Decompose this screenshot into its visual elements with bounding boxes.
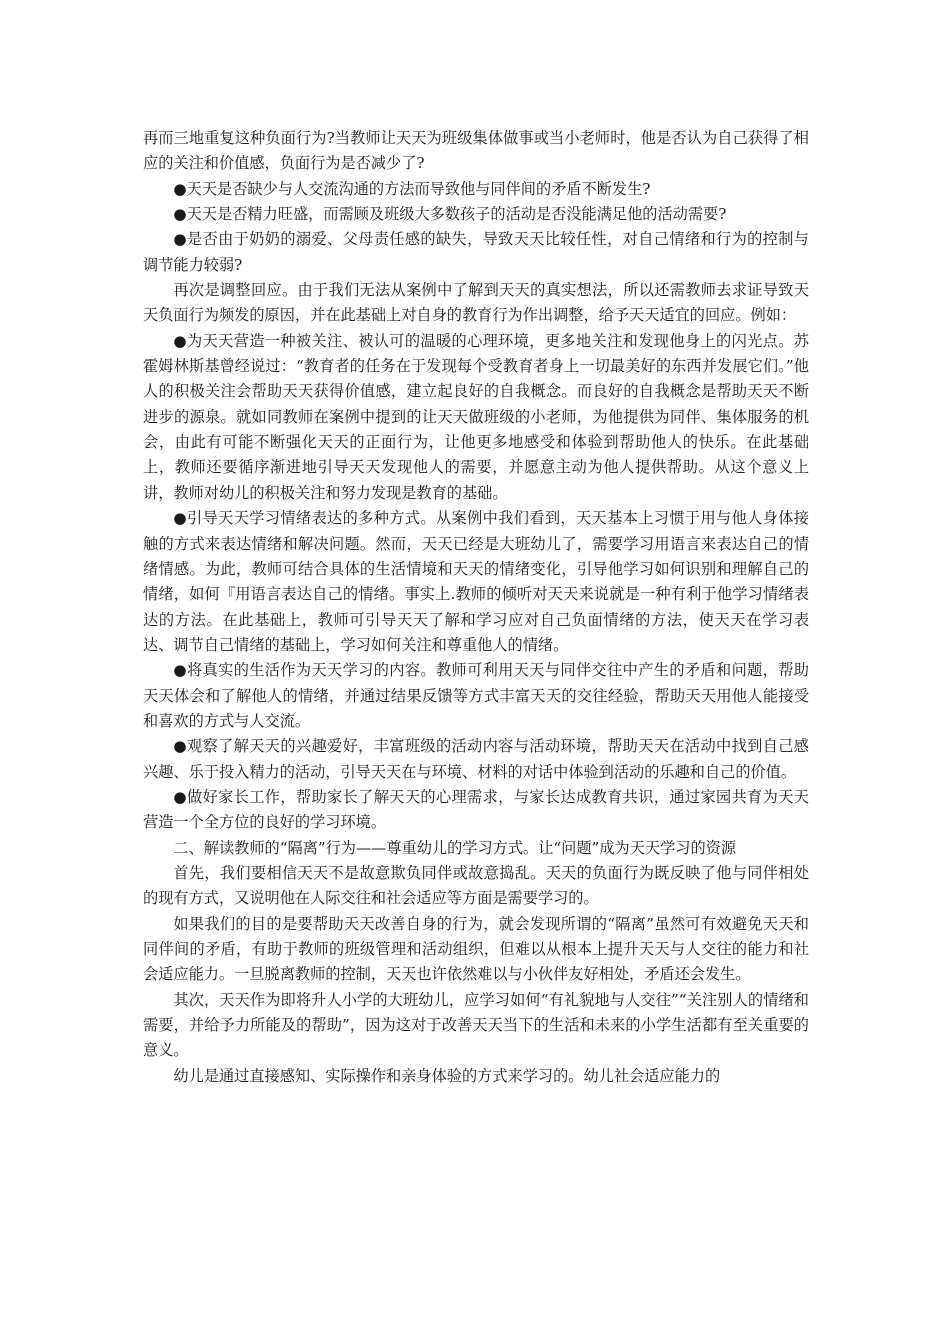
bullet-paragraph: ●天天是否缺少与人交流沟通的方法而导致他与同伴间的矛盾不断发生? (173, 179, 651, 198)
bullet-paragraph: ●将真实的生活作为天天学习的内容。教师可利用天天与同伴交往中产生的矛盾和问题，帮助天天体会和了解他人的情绪，并通过结果反馈等方式丰富天天的交往经验，帮助天天用他人能接受和喜欢的方式与人交流。 (143, 661, 809, 730)
document-page (143, 126, 809, 1089)
bullet-paragraph: ●观察了解天天的兴趣爱好，丰富班级的活动内容与活动环境，帮助天天在活动中找到自己感兴趣、乐于投入精力的活动，引导天天在与环境、材料的对话中体验到活动的乐趣和自己的价值。 (143, 737, 809, 781)
body-paragraph: 首先，我们要相信天天不是故意欺负同伴或故意捣乱。天天的负面行为既反映了他与同伴相处的现有方式，又说明他在人际交往和社会适应等方面是需要学习的。 (143, 863, 809, 908)
section-heading: 二、解读教师的“隔离”行为——尊重幼儿的学习方式。让“问题”成为天天学习的资源 (173, 838, 737, 857)
bullet-paragraph: ●为天天营造一种被关注、被认可的温暖的心理环境，更多地关注和发现他身上的闪光点。苏霍姆林斯基曾经说过：“教育者的任务在于发现每个受教育者身上一切最美好的东西并发展它们。”他人的积极关注会帮助天天获得价值感，建立起良好的自我概念。而良好的自我概念是帮助天天不断进步的源泉。就如同教师在案例中提到的让天天做班级的小老师，为他提供为同伴、集体服务的机会，由此有可能不断强化天天的正面行为，让他更多地感受和体验到帮助他人的快乐。在此基础上，教师还要循序渐进地引导天天发现他人的需要，并愿意主动为他人提供帮助。从这个意义上讲，教师对幼儿的积极关注和努力发现是教育的基础。 (143, 331, 809, 502)
bullet-paragraph: ●引导天天学习情绪表达的多种方式。从案例中我们看到，天天基本上习惯于用与他人身体接触的方式来表达情绪和解决问题。然而，天天已经是大班幼儿了，需要学习用语言来表达自己的情绪情感。为此，教师可结合具体的生活情境和天天的情绪变化，引导他学习如何识别和理解自己的情绪，如何『用语言表达自己的情绪。事实上.教师的倾听对天天来说就是一种有利于他学习情绪表达的方法。在此基础上，教师可引导天天了解和学习应对自己负面情绪的方法，使天天在学习表达、调节自己情绪的基础上，学习如何关注和尊重他人的情绪。 (143, 509, 809, 654)
paragraph-continuation: 再而三地重复这种负面行为?当教师让天天为班级集体做事或当小老师时，他是否认为自己获得了相应的关注和价值感，负面行为是否减少了? (143, 129, 809, 173)
bullet-paragraph: ●做好家长工作，帮助家长了解天天的心理需求，与家长达成教育共识，通过家园共育为天天营造一个全方位的良好的学习环境。 (143, 787, 809, 832)
body-paragraph: 其次，天天作为即将升人小学的大班幼儿，应学习如何“有礼貌地与人交往”“关注别人的情绪和需要，并给予力所能及的帮助”，因为这对于改善天天当下的生活和未来的小学生活都有至关重要的意义。 (143, 990, 809, 1060)
body-paragraph: 幼儿是通过直接感知、实际操作和亲身体验的方式来学习的。幼儿社会适应能力的 (173, 1066, 721, 1085)
bullet-paragraph: ●天天是否精力旺盛，而需顾及班级大多数孩子的活动是否没能满足他的活动需要? (173, 205, 727, 224)
body-paragraph: 如果我们的目的是要帮助天天改善自身的行为，就会发现所谓的“隔离”虽然可有效避免天天和同伴间的矛盾，有助于教师的班级管理和活动组织，但难以从根本上提升天天与人交往的能力和社会适应能力。一旦脱离教师的控制，天天也许依然难以与小伙伴友好相处，矛盾还会发生。 (143, 914, 809, 984)
bullet-paragraph: ●是否由于奶奶的溺爱、父母责任感的缺失，导致天天比较任性，对自己情绪和行为的控制与调节能力较弱? (143, 230, 809, 274)
body-paragraph: 再次是调整回应。由于我们无法从案例中了解到天天的真实想法，所以还需教师去求证导致天天负面行为频发的原因，并在此基础上对自身的教育行为作出调整，给予天天适宜的回应。例如： (143, 281, 809, 325)
